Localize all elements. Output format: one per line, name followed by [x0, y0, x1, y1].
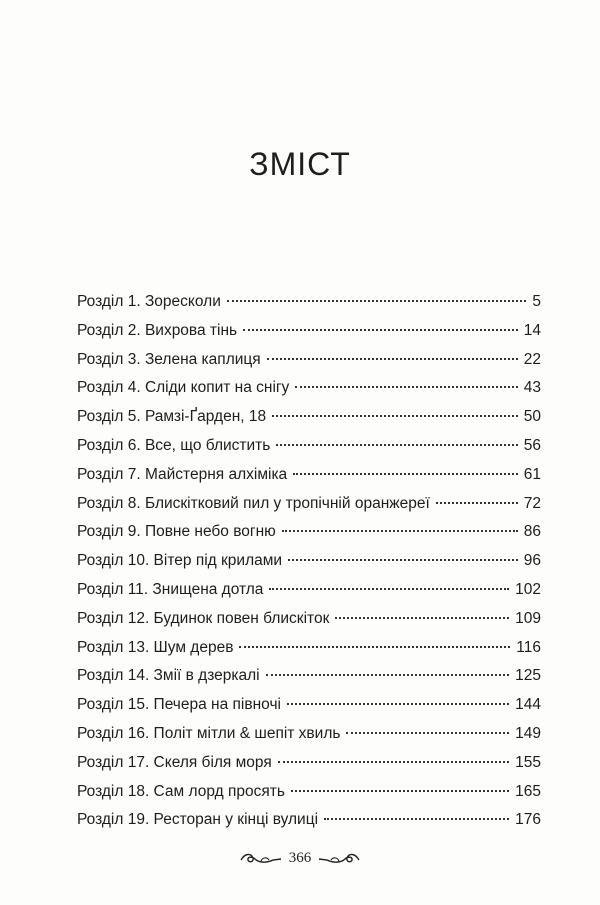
toc-entry-page: 109	[515, 609, 541, 627]
toc-entry	[77, 605, 541, 634]
toc-entry	[77, 518, 541, 547]
toc-entry-page: 14	[523, 321, 541, 339]
toc-entry	[77, 288, 541, 317]
toc-entry	[77, 547, 541, 576]
toc-entry	[77, 662, 541, 691]
toc-entry-label: Розділ 7. Майстерня алхіміка	[77, 465, 288, 483]
toc-entry	[77, 778, 541, 807]
toc-entry-page: 125	[515, 667, 541, 685]
toc-entry	[77, 403, 541, 432]
page-title: ЗМІСТ	[249, 146, 351, 182]
table-of-contents	[77, 288, 541, 835]
toc-entry-page: 43	[523, 379, 541, 397]
toc-entry-label: Розділ 16. Політ мітли & шепіт хвиль	[77, 724, 341, 742]
toc-entry-page: 155	[515, 753, 541, 771]
toc-entry-label: Розділ 18. Сам лорд просять	[77, 782, 285, 800]
toc-entry	[77, 720, 541, 749]
toc-entry-page: 5	[532, 293, 541, 310]
dot-leader	[276, 444, 517, 446]
toc-entry-label: Розділ 3. Зелена каплиця	[77, 350, 261, 368]
toc-entry-label: Розділ 9. Повне небо вогню	[77, 523, 276, 541]
page-footer	[0, 850, 600, 867]
ornament-flourish-left-icon	[239, 851, 283, 867]
dot-leader	[335, 617, 509, 619]
toc-entry	[77, 576, 541, 605]
dot-leader	[346, 732, 509, 734]
toc-entry-label: Розділ 19. Ресторан у кінці вулиці	[77, 811, 319, 829]
toc-entry-page: 96	[523, 552, 541, 570]
toc-entry-page: 50	[523, 408, 541, 426]
toc-entry-page: 165	[515, 782, 541, 800]
dot-leader	[295, 386, 517, 388]
ornament-flourish-right-icon	[317, 851, 361, 867]
dot-leader	[293, 473, 518, 475]
dot-leader	[282, 530, 518, 532]
toc-entry-label: Розділ 8. Блискітковий пил у тропічній оранжереї	[77, 494, 430, 512]
dot-leader	[239, 646, 510, 648]
toc-entry	[77, 634, 541, 663]
toc-entry-page: 102	[515, 580, 541, 598]
dot-leader	[288, 559, 518, 561]
toc-entry-label: Розділ 4. Сліди копит на снігу	[77, 379, 290, 397]
toc-entry-label: Розділ 17. Скеля біля моря	[77, 753, 272, 771]
dot-leader	[272, 415, 518, 417]
dot-leader	[269, 588, 509, 590]
toc-entry-label: Розділ 1. Зоресколи	[77, 293, 221, 310]
dot-leader	[278, 761, 509, 763]
toc-entry-page: 149	[515, 724, 541, 742]
toc-entry	[77, 461, 541, 490]
toc-entry	[77, 317, 541, 346]
dot-leader	[266, 674, 510, 676]
toc-entry-label: Розділ 6. Все, що блистить	[77, 436, 271, 454]
toc-entry	[77, 490, 541, 519]
toc-entry-page: 144	[515, 696, 541, 714]
toc-entry-label: Розділ 2. Вихрова тінь	[77, 321, 238, 339]
dot-leader	[267, 358, 518, 360]
toc-entry-label: Розділ 14. Змії в дзеркалі	[77, 667, 260, 685]
toc-entry-label: Розділ 12. Будинок повен блискіток	[77, 609, 330, 627]
toc-entry-page: 22	[523, 350, 541, 368]
toc-entry	[77, 806, 541, 835]
toc-entry-page: 176	[515, 811, 541, 829]
toc-entry	[77, 346, 541, 375]
toc-entry	[77, 691, 541, 720]
dot-leader	[227, 300, 527, 302]
dot-leader	[287, 703, 509, 705]
dot-leader	[291, 790, 509, 792]
dot-leader	[436, 502, 518, 504]
toc-entry	[77, 374, 541, 403]
toc-entry-label: Розділ 13. Шум дерев	[77, 638, 234, 656]
toc-entry-label: Розділ 10. Вітер під крилами	[77, 552, 283, 570]
page-number: 366	[288, 850, 312, 866]
toc-entry-page: 61	[523, 465, 541, 483]
toc-entry-page: 72	[523, 494, 541, 512]
toc-entry	[77, 432, 541, 461]
toc-entry-page: 116	[516, 638, 541, 656]
dot-leader	[243, 329, 518, 331]
dot-leader	[324, 818, 509, 820]
toc-entry	[77, 749, 541, 778]
toc-entry-page: 56	[523, 436, 541, 454]
toc-entry-label: Розділ 5. Рамзі-Ґарден, 18	[77, 408, 267, 426]
toc-entry-page: 86	[523, 523, 541, 541]
toc-entry-label: Розділ 15. Печера на півночі	[77, 696, 281, 714]
toc-entry-label: Розділ 11. Знищена дотла	[77, 580, 264, 598]
